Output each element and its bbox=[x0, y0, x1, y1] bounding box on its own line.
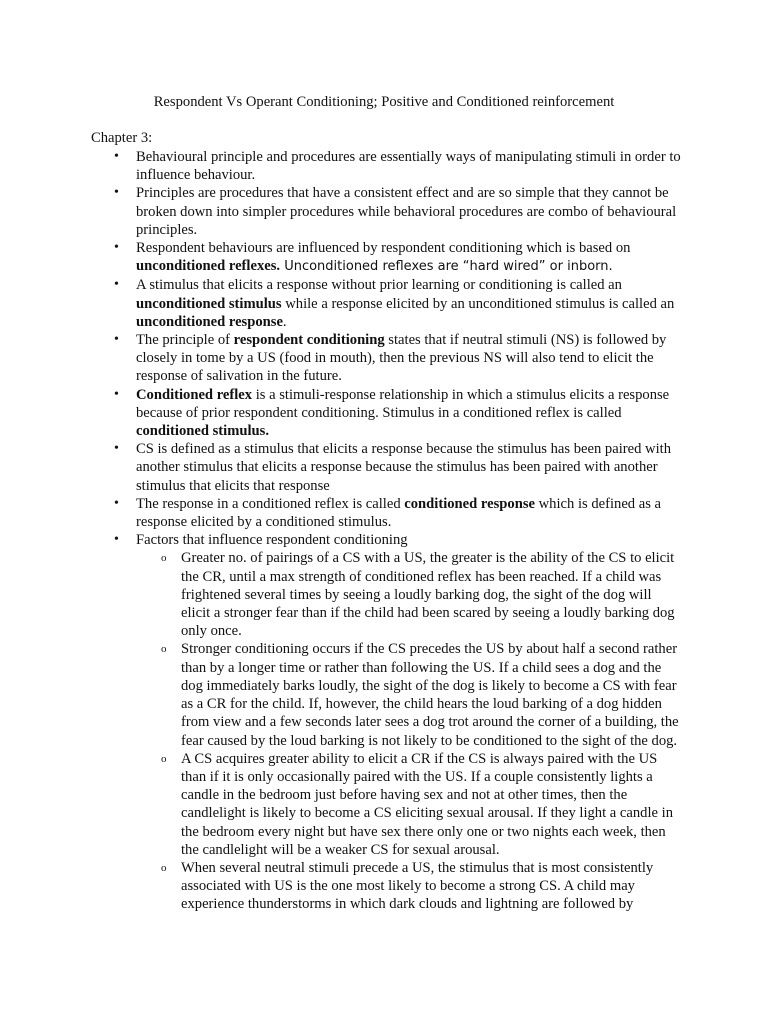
bold-term: unconditioned stimulus bbox=[136, 295, 282, 312]
sub-item-text: When several neutral stimuli precede a US, the stimulus that is most consistently associated with US is the one most likely to become a strong CS. A child may experience thunderstorms in which dark clouds and lightning are followed by bbox=[181, 859, 654, 913]
bold-term: conditioned stimulus. bbox=[136, 423, 269, 440]
bold-term: Conditioned reflex bbox=[136, 386, 253, 403]
bullet-text: states that if neutral stimuli (NS) is followed by closely in tome by a US (food in mouth), then the previous NS will also tend to elicit the response of salivation in the future. bbox=[136, 332, 667, 385]
sub-item-text: Greater no. of pairings of a CS with a US, the greater is the ability of the CS to elicit the CR, until a max strength of conditioned reflex has been reached. If a child was frightened several times by seeing a loudly barking dog, the sight of the dog will elicit a stronger fear than if the child had been scared by seeing a loudly barking dog only once. bbox=[181, 550, 675, 640]
list-item bbox=[136, 331, 682, 386]
chapter-heading: Chapter 3: bbox=[91, 130, 153, 146]
bullet-list bbox=[136, 148, 682, 914]
list-item bbox=[136, 440, 682, 495]
sub-item-text: Stronger conditioning occurs if the CS precedes the US by about half a second rather than by a longer time or rather than following the US. If a child sees a dog and the dog immediately barks loudly, the sight of the dog is likely to become a CS with fear as a CR for the child. If, however, the child hears the loud barking of a dog hidden from view and a few seconds later sees a dog trot around the corner of a building, the fear caused by the loud barking is not likely to be conditioned to the sight of the dog. bbox=[181, 641, 679, 749]
list-item bbox=[136, 276, 682, 331]
list-item bbox=[136, 531, 682, 913]
list-item bbox=[136, 239, 682, 276]
bullet-text: . bbox=[282, 313, 287, 330]
document-title: Respondent Vs Operant Conditioning; Positive and Conditioned reinforcement bbox=[153, 94, 615, 110]
bullet-text: Factors that influence respondent conditioning bbox=[136, 532, 408, 549]
sub-list-item bbox=[181, 640, 682, 749]
bullet-text: CS is defined as a stimulus that elicits a response because the stimulus has been paired with another stimulus that elicits a response because the stimulus has been paired with another stimulus that elicits that response bbox=[136, 441, 671, 494]
sub-list bbox=[136, 549, 682, 913]
bullet-text: Unconditioned reflexes are “hard wired” or inborn. bbox=[280, 259, 613, 275]
list-item bbox=[136, 386, 682, 441]
list-item bbox=[136, 184, 682, 239]
bullet-text: Behavioural principle and procedures are essentially ways of manipulating stimuli in order to influence behaviour. bbox=[136, 149, 681, 184]
sub-item-text: A CS acquires greater ability to elicit a CR if the CS is always paired with the US than if it is only occasionally paired with the US. If a couple consistently lights a candle in the bedroom just before having sex and not at other times, then the candlelight is likely to become a CS eliciting sexual arousal. If they light a candle in the bedroom every night but have sex there only one or two nights each week, then the candlelight will be a weaker CS for sexual arousal. bbox=[181, 750, 673, 858]
bullet-text: is a stimuli-response relationship in which a stimulus elicits a response because of prior respondent conditioning. Stimulus in a conditioned reflex is called bbox=[136, 386, 670, 421]
bullet-text: The principle of bbox=[136, 332, 234, 349]
list-item bbox=[136, 495, 682, 531]
bold-term: unconditioned reflexes. bbox=[136, 258, 281, 275]
sub-list-item bbox=[181, 859, 682, 914]
bullet-text: A stimulus that elicits a response without prior learning or conditioning is called an bbox=[136, 277, 622, 294]
bullet-text: while a response elicited by an unconditioned stimulus is called an bbox=[281, 295, 675, 312]
bullet-text: The response in a conditioned reflex is called bbox=[136, 495, 405, 512]
sub-list-item bbox=[181, 549, 682, 640]
bullet-text: Respondent behaviours are influenced by respondent conditioning which is based on bbox=[136, 240, 631, 257]
bullet-text: Principles are procedures that have a consistent effect and are so simple that they cannot be broken down into simpler procedures while behavioral procedures are combo of behavioural principles. bbox=[136, 185, 677, 238]
bold-term: unconditioned response bbox=[136, 313, 283, 330]
sub-list-item bbox=[181, 750, 682, 859]
bold-term: respondent conditioning bbox=[233, 332, 385, 349]
bold-term: conditioned response bbox=[404, 495, 535, 512]
bullet-text: which is defined as a response elicited by a conditioned stimulus. bbox=[136, 495, 662, 531]
list-item bbox=[136, 148, 682, 184]
